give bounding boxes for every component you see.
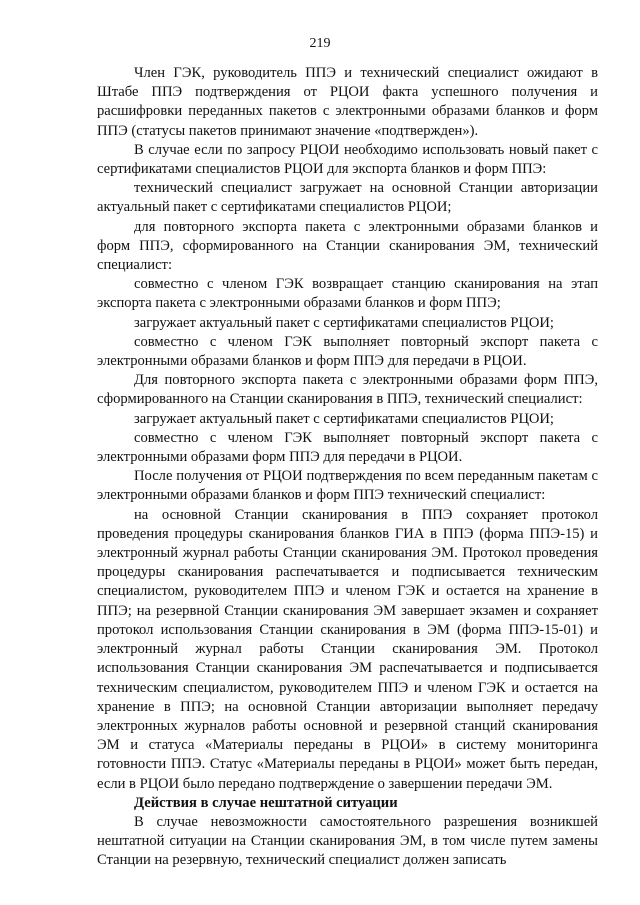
paragraph-return-station: совместно с членом ГЭК возвращает станцию сканирования на этап экспорта пакета с электронными образами бланков и форм ППЭ; xyxy=(97,276,598,312)
paragraph-awaiting-confirmation: Член ГЭК, руководитель ППЭ и технический специалист ожидают в Штабе ППЭ подтверждения от РЦОИ факта успешного получения и расшифровки переданных пакетов с электронными образами бланков и форм ППЭ (статусы пакетов принимают значение «подтвержден»). xyxy=(97,65,598,139)
document-body xyxy=(97,64,598,871)
paragraph-reexport-forms: совместно с членом ГЭК выполняет повторный экспорт пакета с электронными образами форм ППЭ для передачи в РЦОИ. xyxy=(97,429,598,466)
paragraph-after-confirmation: После получения от РЦОИ подтверждения по всем переданным пакетам с электронными образами бланков и форм ППЭ технический специалист: xyxy=(97,468,598,504)
section-heading: Действия в случае нештатной ситуации xyxy=(134,794,398,811)
paragraph-reexport-blanks: совместно с членом ГЭК выполняет повторный экспорт пакета с электронными образами бланков и форм ППЭ для передачи в РЦОИ. xyxy=(97,333,598,370)
paragraph-save-protocol: на основной Станции сканирования в ППЭ сохраняет протокол проведения процедуры сканирования бланков ГИА в ППЭ (форма ППЭ-15) и электронный журнал работы Станции сканирования ЭМ. Протокол проведения процедуры сканирования распечатывается и подписывается техническим специалистом, руководителем ППЭ и членом ГЭК и остается на хранение в ППЭ; на резервной Станции сканирования ЭМ завершает экзамен и сохраняет протокол использования Станции сканирования в ЭМ (форма ППЭ-15-01) и электронный журнал работы Станции сканирования ЭМ. Протокол использования Станции сканирования ЭМ распечатывается и подписывается техническим специалистом, руководителем ППЭ и членом ГЭК и остается на хранение в ППЭ; на основной Станции авторизации выполняет передачу электронных журналов работы основной и резервной станций сканирования ЭМ и статуса «Материалы переданы в РЦОИ» в систему мониторинга готовности ППЭ. Статус «Материалы переданы в РЦОИ» может быть передан, если в РЦОИ было передано подтверждение о завершении передачи ЭМ. xyxy=(97,506,598,792)
paragraph-load-package: загружает актуальный пакет с сертификатами специалистов РЦОИ; xyxy=(134,314,554,331)
paragraph-reexport-ppe: Для повторного экспорта пакета с электронными образами форм ППЭ, сформированного на Станции сканирования в ППЭ, технический специалист: xyxy=(97,372,598,408)
paragraph-new-certificates: В случае если по запросу РЦОИ необходимо использовать новый пакет с сертификатами специалистов РЦОИ для экспорта бланков и форм ППЭ: xyxy=(97,141,598,178)
paragraph-reexport-em: для повторного экспорта пакета с электронными образами бланков и форм ППЭ, сформированного на Станции сканирования ЭМ, технический специалист: xyxy=(97,218,598,274)
page-number: 219 xyxy=(309,36,331,51)
paragraph-emergency: В случае невозможности самостоятельного разрешения возникшей нештатной ситуации на Станции сканирования ЭМ, в том числе путем замены Станции на резервную, технический специалист должен записать xyxy=(97,813,598,869)
paragraph-load-package-2: загружает актуальный пакет с сертификатами специалистов РЦОИ; xyxy=(134,410,554,427)
paragraph-load-certificates: технический специалист загружает на основной Станции авторизации актуальный пакет с сертификатами специалистов РЦОИ; xyxy=(97,180,598,216)
